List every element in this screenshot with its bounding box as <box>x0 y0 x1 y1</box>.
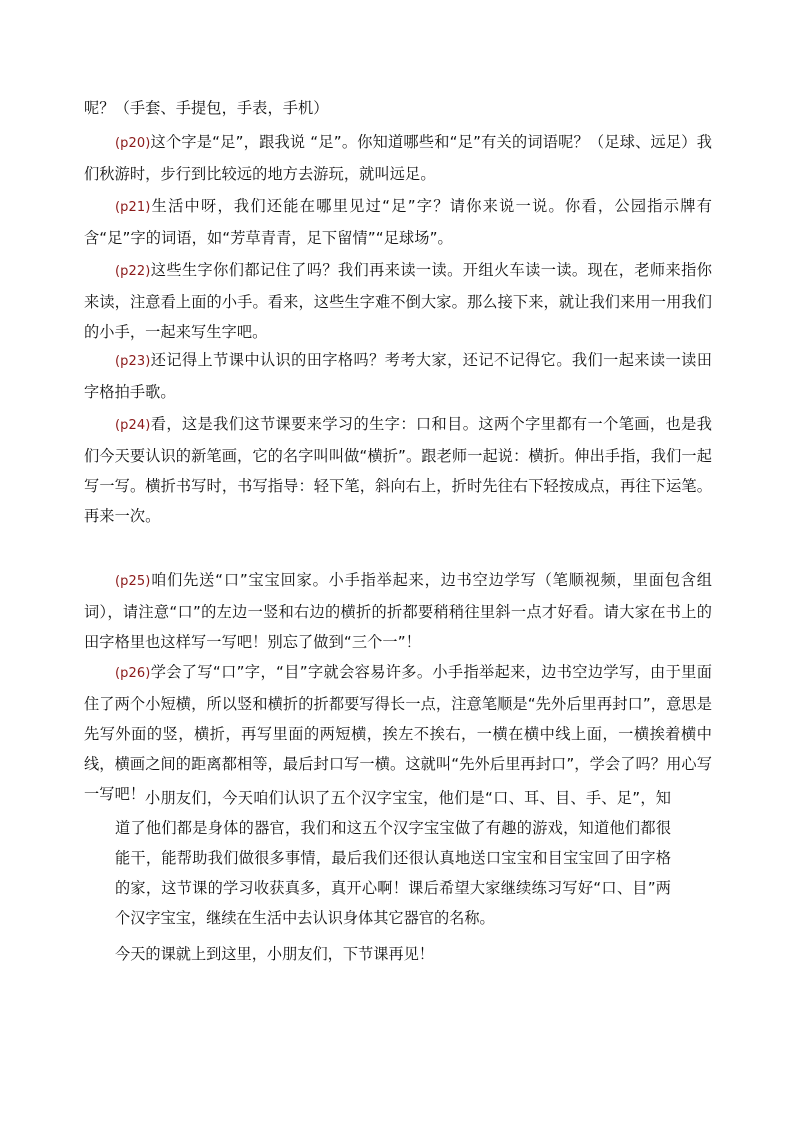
slide-tag: (p26) <box>115 666 151 681</box>
paragraph-p23 <box>84 345 712 407</box>
paragraph-text: 还记得上节课中认识的田字格吗？考考大家，还记不记得它。我们一起来读一读田字格拍手歌。 <box>84 351 712 401</box>
paragraph-text: 学会了写“口”字，“目”字就会容易许多。小手指举起来，边书空边学写，由于里面住了两个小短横，所以竖和横折的折都要写得长一点，注意笔顺是“先外后里再封口”，意思是先写外面的竖，横折，再写里面的两短横，挨左不挨右，一横在横中线上面，一横挨着横中线，横画之间的距离都相等，最后封口写一横。这就叫“先外后里再封口”，学会了吗？用心写一写吧！ <box>84 663 712 803</box>
paragraph-text: 咱们先送“口”宝宝回家。小手指举起来，边书空边学写（笔顺视频，里面包含组词），请注意“口”的左边一竖和右边的横折的折都要稍稍往里斜一点才好看。请大家在书上的田字格里也这样写一写吧！别忘了做到“三个一”！ <box>84 571 712 651</box>
paragraph-p25 <box>84 565 712 657</box>
paragraph-text: 看，这是我们这节课要来学习的生字：口和目。这两个字里都有一个笔画，也是我们今天要认识的新笔画，它的名字叫叫做“横折”。跟老师一起说：横折。伸出手指，我们一起写一写。横折书写时，书写指导：轻下笔，斜向右上，折时先往右下轻按成点，再往下运笔。再来一次。 <box>84 415 712 525</box>
paragraph-p21 <box>84 191 712 253</box>
slide-tag: (p20) <box>115 136 151 151</box>
continuation-paragraph <box>84 93 712 123</box>
paragraph-p22 <box>84 255 712 347</box>
closing-paragraph: 今天的课就上到这里，小朋友们，下节课再见！ <box>115 945 434 963</box>
paragraph-text: 这个字是“足”，跟我说 “足”。你知道哪些和“足”有关的词语呢？（足球、远足）我们秋游时，步行到比较远的地方去游玩，就叫远足。 <box>84 133 712 183</box>
paragraph-p24 <box>84 409 712 531</box>
paragraph-text: 这些生字你们都记住了吗？我们再来读一读。开组火车读一读。现在，老师来指你来读，注意看上面的小手。看来，这些生字难不倒大家。那么接下来，就让我们来用一用我们的小手，一起来写生字吧。 <box>84 261 712 341</box>
slide-tag: (p23) <box>115 354 151 369</box>
paragraph-text: 呢？（手套、手提包，手表，手机） <box>84 99 329 117</box>
summary-paragraph: 小朋友们，今天咱们认识了五个汉字宝宝，他们是“口、耳、目、手、足”，知道了他们都是身体的器官，我们和这五个汉字宝宝做了有趣的游戏，知道他们都很能干，能帮助我们做很多事情，最后我们还很认真地送口宝宝和目宝宝回了田字格的家，这节课的学习收获真多，真开心啊！课后希望大家继续练习写好“口、目”两个汉字宝宝，继续在生活中去认识身体其它器官的名称。 <box>115 789 671 927</box>
slide-tag: (p22) <box>115 264 151 279</box>
slide-tag: (p21) <box>115 200 151 215</box>
slide-tag: (p25) <box>115 574 151 589</box>
paragraph-p20 <box>84 127 712 189</box>
paragraph-text: 生活中呀，我们还能在哪里见过“足”字？请你来说一说。你看，公园指示牌有含“足”字的词语，如“芳草青青，足下留情”“足球场”。 <box>84 197 712 247</box>
slide-tag: (p24) <box>115 418 151 433</box>
